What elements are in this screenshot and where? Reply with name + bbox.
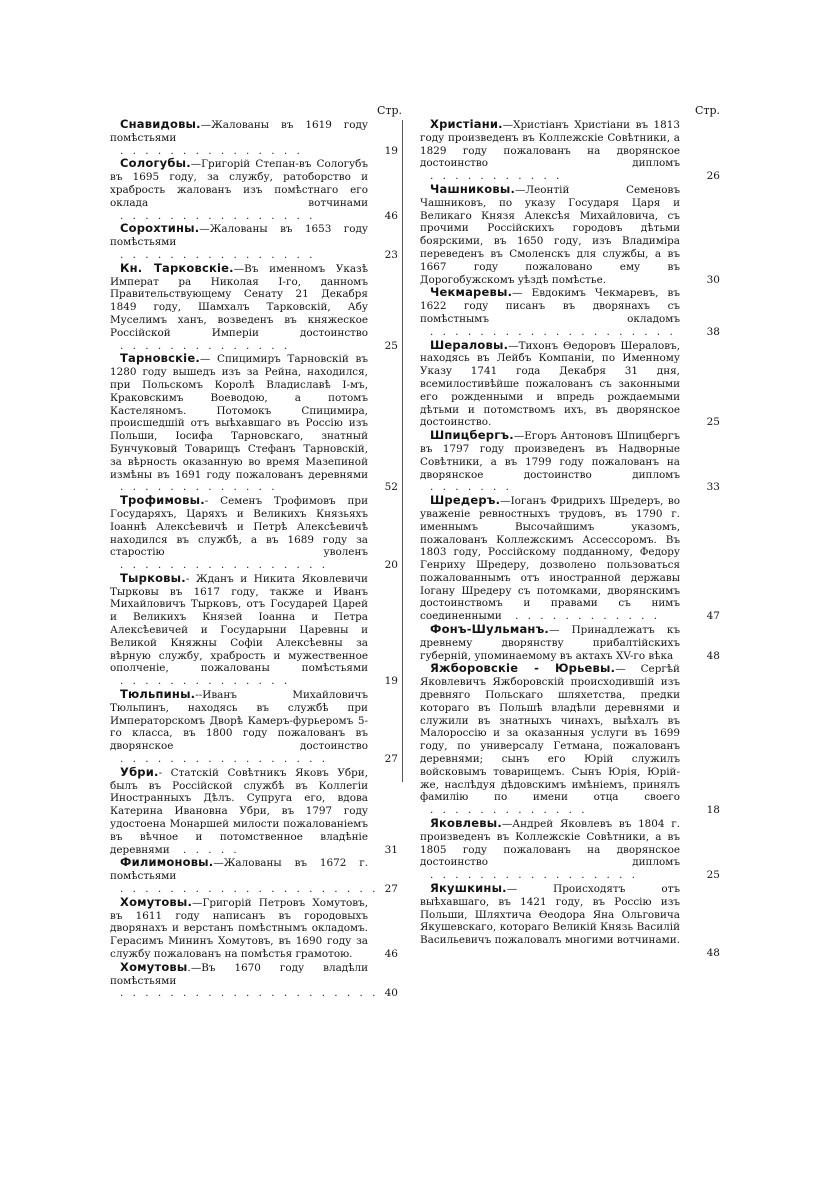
entry-body xyxy=(420,623,680,662)
index-entry xyxy=(110,856,398,895)
entry-text: —Іоганъ Фридрихъ Шредеръ, во уваженіе ревностныхъ трудовъ, въ 1790 г. именнымъ Высочайшимъ указомъ, пожалованъ Коллежскимъ Ассессоромъ. Въ 1803 году, Россійскому подданному, Федору Генриху Шредеру, дозволено пользоваться пожалованнымъ отъ иностранной державы Іогану Шредеру съ потомками, дворянскимъ достоинствомъ и правами съ нимъ соединенными xyxy=(420,495,680,623)
index-entry xyxy=(420,881,720,960)
entry-body xyxy=(110,352,368,494)
entry-text: —Леонтій Семеновъ Чашниковъ, по указу Государя Царя и Великаго Князя Алексѣя Михайловича, съ прочими Россійскихъ городовъ дѣтьми боярскими, въ 1650 году, изъ Владиміра переведенъ въ Смоленскъ для службы, а въ 1667 году пожаловано ему въ Дорогобужскомъ уѣздѣ помѣстье. xyxy=(420,183,680,286)
dot-leader: . . . . . . . xyxy=(430,481,512,494)
entry-text: —Тихонъ Ѳедоровъ Шераловъ, находясь въ Лейбъ Компаніи, по Именному Указу 1741 года Декабря 31 дня, всемилостивѣйше пожалованъ съ законными его рожденными и впредь рождаемыми дѣтьми и потомствомъ ихъ, въ дворянское достоинство. xyxy=(420,339,680,429)
page-column-header: Стр. xyxy=(376,104,402,117)
family-name: Тюльпины. xyxy=(120,687,196,702)
dot-leader: . . . . . . . . . . . . . . . . xyxy=(120,248,316,261)
page-number: 48 xyxy=(706,649,720,662)
family-name: Снавидовы. xyxy=(120,117,201,131)
entry-text: --Иванъ Михайловичъ Тюльпинъ, находясь въ службѣ при Императорскомъ Дворѣ Камеръ-фурьеромъ 5-го класса, въ 1800 году пожалованъ въ дворянское достоинство xyxy=(110,689,368,753)
page-number: 19 xyxy=(384,144,398,157)
page-number: 25 xyxy=(384,339,398,352)
entry-text: - Статскій Совѣтникъ Яковъ Убри, былъ въ Россійской службѣ въ Коллегіи Иностранныхъ Дѣлъ. Супруга его, вдова Катерина Ивановна Убри, въ 1797 году удостоена Монаршей милости пожалованіемъ въ вѣчное и потомственное владѣніе деревнями xyxy=(110,766,368,856)
entry-text: —Жалованы въ 1672 г. помѣстьями xyxy=(110,857,368,883)
family-name: Тырковы. xyxy=(120,570,186,585)
dot-leader: . . . . . . . . . . . . . xyxy=(430,804,588,817)
family-name: Якушкины. xyxy=(430,881,507,896)
family-name: Кн. Тарковскіе. xyxy=(120,260,234,275)
family-name: Убри. xyxy=(120,764,159,779)
dot-leader: . . . . . . . . . . . . xyxy=(515,610,661,623)
dot-leader: . . . . . . . . . . . . . . xyxy=(120,675,291,688)
page-number: 25 xyxy=(706,416,720,429)
family-name: Чашниковы. xyxy=(430,181,516,196)
index-entry xyxy=(110,352,398,494)
dot-leader: . . . . . . . . . . . . . . . . . . . . xyxy=(430,325,676,338)
entry-text: — Происходятъ отъ выѣхавшаго, въ 1421 году, въ Россію изъ Польши, Шляхтича Ѳеодора Яна Ольговича Якушевскаго, котораго Великій Князь Василій Васильевичъ пожаловалъ многими вотчинами. xyxy=(420,883,680,947)
entry-text: —Григорій Степан-въ Сологубъ въ 1695 году, за службу, ратоборство и храбрость жалованъ изъ помѣстнаго его оклада вотчинами xyxy=(110,158,368,209)
family-name: Хомутовы xyxy=(120,959,188,974)
dot-leader: . . . . . . . . . . . . . xyxy=(120,481,278,494)
entry-list xyxy=(420,117,720,960)
page-number: 27 xyxy=(384,883,398,896)
page-number: 18 xyxy=(706,804,720,817)
page-number: 31 xyxy=(384,843,398,856)
entry-body xyxy=(420,494,680,623)
index-entry xyxy=(420,285,720,338)
entry-body xyxy=(420,882,680,960)
dot-leader: . . . . . . . . . . . . . . . . . xyxy=(120,753,328,766)
entry-text: —Жалованы въ 1653 году помѣстьями xyxy=(110,223,368,249)
index-entry xyxy=(420,661,720,817)
page-number: 40 xyxy=(384,987,398,1000)
index-entry xyxy=(420,493,720,623)
entry-body xyxy=(110,262,368,353)
family-name: Фонъ-Шульманъ. xyxy=(430,622,549,637)
entry-text: —Андрей Яковлевъ въ 1804 г. произведенъ въ Коллежскіе Совѣтники, а въ 1805 году пожалованъ на дворянское достоинство дипломъ xyxy=(420,818,680,869)
left-column xyxy=(110,104,402,1000)
family-name: Яковлевы. xyxy=(430,816,502,831)
page-number: 48 xyxy=(706,947,720,959)
family-name: Христіани. xyxy=(430,117,503,131)
entry-body xyxy=(420,339,680,430)
family-name: Хомутовы. xyxy=(120,894,193,909)
column-divider xyxy=(402,120,403,782)
entry-body xyxy=(420,118,680,183)
index-entry xyxy=(110,688,398,766)
dot-leader: . . . . . . . . . . . . . . . . . xyxy=(430,869,638,882)
entry-text: — Сергѣй Яковлевичъ Яжборовскій происходившій изъ древняго Польскаго шляхетства, предки котораго въ Польшѣ владѣли деревнями и служили въ знатныхъ чинахъ, выѣхалъ въ Малороссію и за оказанныя услуги въ 1699 году, по универсалу Гетмана, пожалованъ деревнями; сынъ его Юрій служилъ войсковымъ товарищемъ. Сынъ Юрія, Юрій-же, наслѣдуя дѣдовскимъ имѣніемъ, принялъ фамилію по имени отца своего xyxy=(420,663,680,804)
entry-text: —Христіанъ Христіани въ 1813 году произведенъ въ Коллежскіе Совѣтники, а 1829 году пожалованъ на дворянское достоинство дипломъ xyxy=(420,119,680,170)
index-entry xyxy=(420,117,720,183)
family-name: Тарновскіе. xyxy=(120,351,200,366)
entry-body xyxy=(110,157,368,222)
page-column-header: Стр. xyxy=(694,104,720,117)
entry-body xyxy=(110,766,368,857)
dot-leader: . . . . . xyxy=(183,843,240,856)
index-entry xyxy=(420,816,720,882)
entry-body xyxy=(110,118,368,157)
entry-body xyxy=(420,662,680,817)
page-number: 52 xyxy=(384,481,398,494)
index-entry xyxy=(420,337,720,430)
entry-body xyxy=(110,855,379,896)
index-entry xyxy=(110,572,398,688)
family-name: Чекмаревы. xyxy=(430,285,513,300)
dot-leader: . . . . . . . . . . . . . . . . . . . . . xyxy=(120,883,379,896)
index-entry xyxy=(110,494,398,572)
dot-leader: . . . . . . . . . . . . . . xyxy=(120,339,291,352)
entry-text: —Егоръ Антоновъ Шпицбергъ въ 1797 году произведенъ въ Надворные Совѣтники, а въ 1799 году пожалованъ на дворянское достоинство дипломъ xyxy=(420,430,680,481)
family-name: Шераловы. xyxy=(430,337,509,352)
family-name: Филимоновы. xyxy=(120,855,214,870)
entry-body xyxy=(420,817,680,882)
entry-list xyxy=(110,118,398,1000)
page-number: 38 xyxy=(706,325,720,338)
index-entry xyxy=(110,222,398,261)
family-name: Шредеръ. xyxy=(430,493,501,508)
index-entry xyxy=(110,896,398,961)
page-number: 19 xyxy=(384,675,398,688)
entry-text: - Семенъ Трофимовъ при Государяхъ, Царяхъ и Великихъ Князьяхъ Іоаннѣ Алексѣевичѣ и Петрѣ Алексѣевичѣ находился въ службѣ, а въ 1689 году за старостію уволенъ xyxy=(110,495,368,559)
page-number: 23 xyxy=(384,248,398,261)
index-entry xyxy=(420,622,720,662)
dot-leader: . . . . . . . . . . . . . . . xyxy=(120,144,303,157)
index-entry xyxy=(420,181,720,286)
entry-body xyxy=(110,688,368,766)
page-number: 46 xyxy=(384,948,398,960)
index-entry xyxy=(420,428,720,494)
family-name: Шпицбергъ. xyxy=(430,428,514,443)
entry-text: .—Въ 1670 году владѣли помѣстьями xyxy=(110,961,368,987)
index-entry xyxy=(110,118,398,157)
page-number: 27 xyxy=(384,753,398,766)
page-number: 47 xyxy=(706,610,720,623)
page-number: 25 xyxy=(706,869,720,882)
index-entry xyxy=(110,961,398,1000)
entry-body xyxy=(110,896,368,961)
page-number: 30 xyxy=(706,273,720,286)
entry-body xyxy=(110,959,379,1000)
dot-leader: . . . . . . . . . . . . . . . . . . . . . xyxy=(120,987,379,1000)
entry-text: — Принадлежатъ къ древнему дворянству прибалтійскихъ губерній, упоминаемому въ актахъ XV-го вѣка xyxy=(420,624,680,662)
page-number: 33 xyxy=(706,481,720,494)
page-number: 20 xyxy=(384,559,398,572)
entry-text: - Жданъ и Никита Яковлевичи Тырковы въ 1617 году, также и Иванъ Михайловичъ Тырковъ, отъ Государей Царей и Великихъ Князей Іоанна и Петра Алексѣевичей и Государыни Царевны и Великой Княжны Софіи Алексѣевны за вѣрную службу, храбрость и мужественное ополченіе, пожалованы помѣстьями xyxy=(110,572,368,675)
entry-body xyxy=(110,494,368,572)
index-entry xyxy=(110,766,398,857)
index-entry xyxy=(110,157,398,222)
entry-text: —Въ именномъ Указѣ Императ ра Николая I-го, данномъ Правительствующему Сенату 21 Декабря 1849 году, Шамхалъ Тарковскій, Абу Муселимъ ханъ, возведенъ въ княжеское Россійской Имперіи достоинство xyxy=(110,262,368,339)
family-name: Яжборовскіе - Юрьевы. xyxy=(430,661,616,676)
entry-body xyxy=(420,286,680,338)
dot-leader: . . . . . . . . . . . . . . . . . xyxy=(120,559,328,572)
entry-body xyxy=(420,183,680,286)
dot-leader: . . . . . . . . . . . xyxy=(430,170,563,183)
entry-body xyxy=(110,222,368,261)
entry-body xyxy=(110,572,368,688)
index-entry xyxy=(110,262,398,353)
page-number: 26 xyxy=(706,170,720,183)
entry-text: —Жалованы въ 1619 году помѣстьями xyxy=(110,119,368,144)
entry-text: —Григорій Петровъ Хомутовъ, въ 1611 году написанъ въ городовыхъ дворянахъ и верстанъ помѣстнымъ окладомъ. Герасимъ Мининъ Хомутовъ, въ 1690 году за службу пожалованъ на помѣстья грамотою. xyxy=(110,896,368,960)
entry-body xyxy=(420,429,680,494)
page-number: 46 xyxy=(384,209,398,222)
dot-leader: . . . . . . . . . . . . . . . . xyxy=(120,209,316,222)
right-column xyxy=(420,104,720,960)
family-name: Сорохтины. xyxy=(120,221,200,236)
entry-text: — Спицимиръ Тарновскій въ 1280 году вышедъ изъ за Рейна, находился, при Польскомъ Королѣ Владиславѣ I-мъ, Краковскимъ Воеводою, а потомъ Кастеляномъ. Потомокъ Спицимира, происшедшій отъ выѣхавшаго въ Россію изъ Польши, Іосифа Тарновскаго, знатный Бунчуковый Товарищъ Стефанъ Тарновскій, за вѣрность оказанную во время Мазепиной измѣны въ 1691 году пожалованъ деревнями xyxy=(110,353,368,481)
entry-text: — Евдокимъ Чекмаревъ, въ 1622 году писанъ въ дворянахъ съ помѣстнымъ окладомъ xyxy=(420,287,680,325)
family-name: Сологубы. xyxy=(120,156,191,171)
family-name: Трофимовы. xyxy=(120,493,205,508)
